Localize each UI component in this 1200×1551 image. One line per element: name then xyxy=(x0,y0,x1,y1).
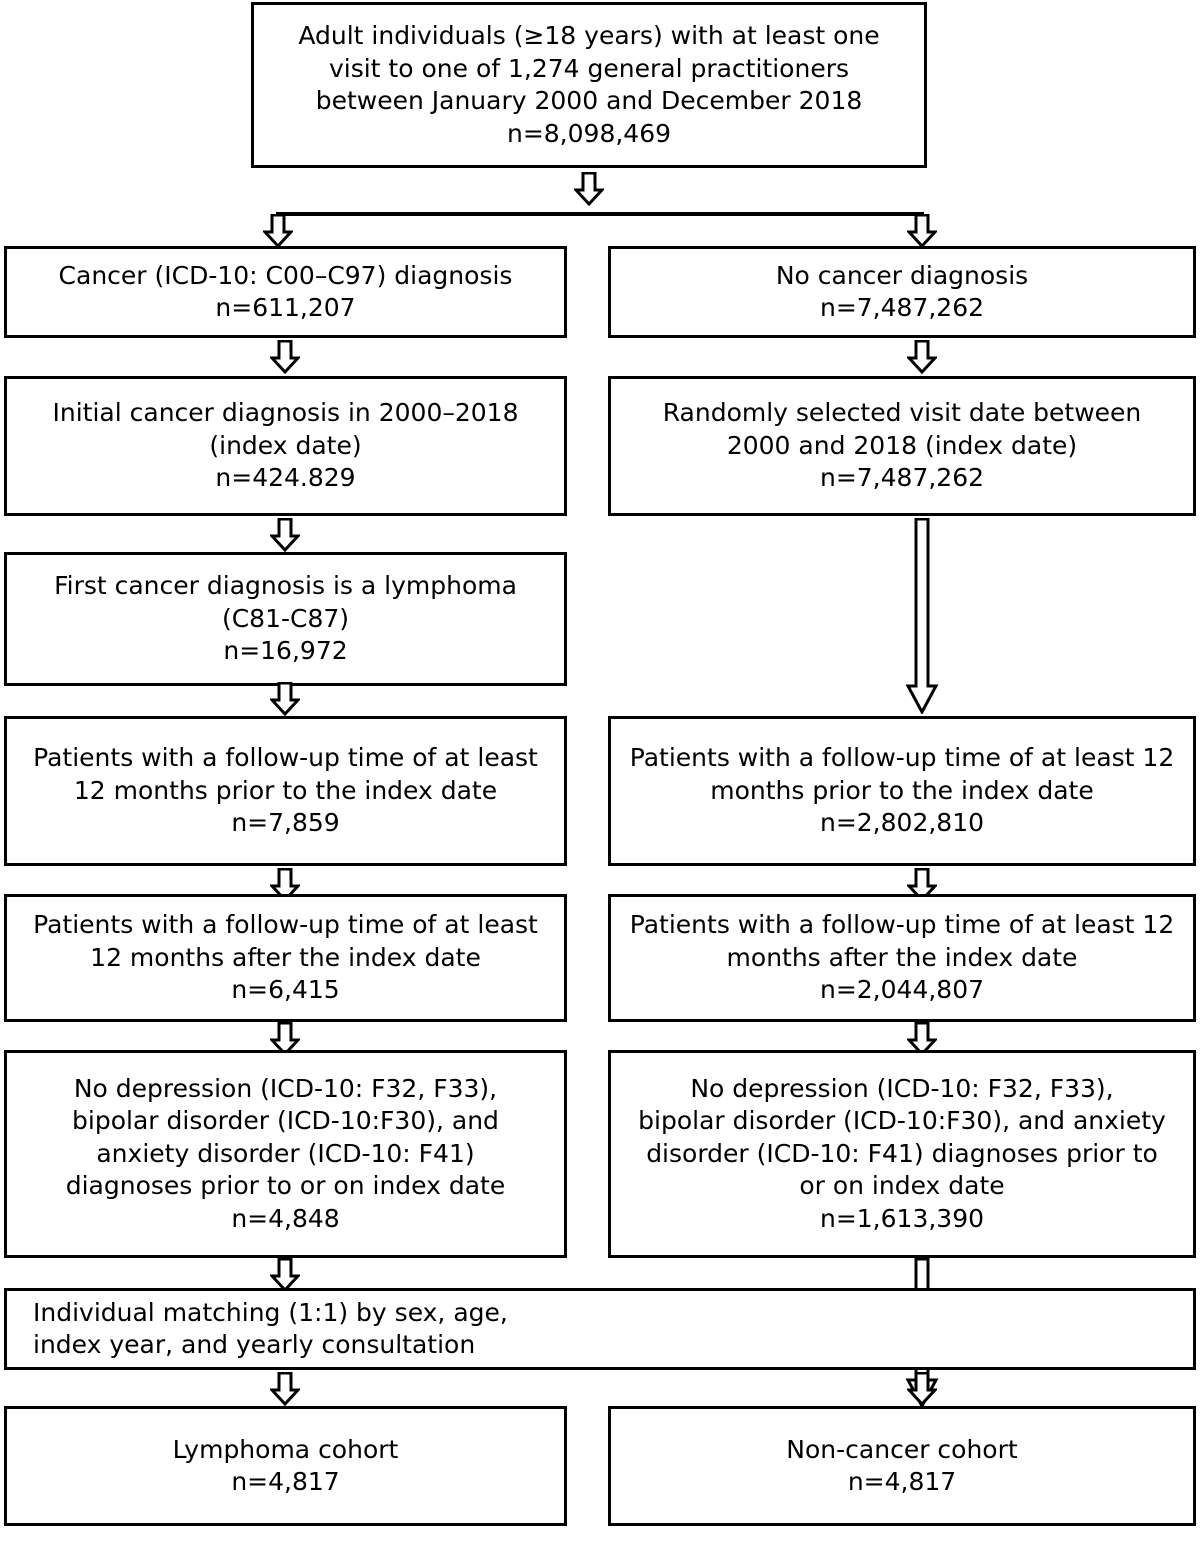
box-no-cancer-diagnosis xyxy=(608,246,1196,338)
box-followup-after-noncancer-line-3: n=2,044,807 xyxy=(819,975,985,1005)
box-no-cancer-diagnosis-line-2: n=7,487,262 xyxy=(819,293,985,322)
box-individual-matching xyxy=(4,1288,1196,1370)
box-no-psych-diagnoses-lymphoma-line-2: bipolar disorder (ICD-10:F30), and xyxy=(72,1106,499,1136)
box-no-psych-diagnoses-lymphoma-line-5: n=4,848 xyxy=(231,1203,340,1233)
box-no-psych-diagnoses-noncancer-line-5: n=1,613,390 xyxy=(819,1203,985,1233)
box-followup-prior-noncancer xyxy=(608,716,1196,866)
box-random-visit-date-line-2: 2000 and 2018 (index date) xyxy=(726,430,1078,460)
arrow-split-right xyxy=(907,214,937,248)
box-individual-matching-line-2: index year, and yearly consultation xyxy=(33,1330,476,1359)
box-followup-prior-lymphoma-line-3: n=7,859 xyxy=(231,808,340,838)
box-lymphoma-cohort xyxy=(4,1406,567,1526)
box-followup-prior-noncancer-line-1: Patients with a follow-up time of at least 12 xyxy=(629,743,1175,773)
box-no-psych-diagnoses-noncancer-line-2: bipolar disorder (ICD-10:F30), and anxiety xyxy=(638,1106,1166,1136)
box-no-psych-diagnoses-lymphoma-line-4: diagnoses prior to or on index date xyxy=(65,1171,506,1201)
box-followup-after-noncancer xyxy=(608,894,1196,1022)
box-lymphoma-cohort-line-2: n=4,817 xyxy=(231,1467,340,1496)
box-top-line-2: visit to one of 1,274 general practitioners xyxy=(328,53,850,83)
box-cancer-diagnosis-line-1: Cancer (ICD-10: C00–C97) diagnosis xyxy=(58,260,513,290)
box-followup-after-lymphoma xyxy=(4,894,567,1022)
arrow-right1-right2 xyxy=(907,340,937,374)
box-no-psych-diagnoses-noncancer-line-1: No depression (ICD-10: F32, F33), xyxy=(690,1073,1114,1103)
box-noncancer-cohort xyxy=(608,1406,1196,1526)
arrow-left1-left2 xyxy=(270,340,300,374)
box-followup-after-noncancer-line-2: months after the index date xyxy=(726,942,1078,972)
box-no-psych-diagnoses-noncancer-line-3: disorder (ICD-10: F41) diagnoses prior to xyxy=(646,1138,1158,1168)
box-initial-cancer-diagnosis-line-2: (index date) xyxy=(209,430,362,460)
box-random-visit-date-line-3: n=7,487,262 xyxy=(819,463,985,493)
box-no-cancer-diagnosis-line-1: No cancer diagnosis xyxy=(775,260,1029,290)
box-followup-after-lymphoma-line-1: Patients with a follow-up time of at least xyxy=(33,910,538,940)
box-random-visit-date-line-1: Randomly selected visit date between xyxy=(662,398,1142,428)
box-followup-prior-noncancer-line-3: n=2,802,810 xyxy=(819,808,985,838)
box-first-diagnosis-lymphoma xyxy=(4,552,567,686)
box-top xyxy=(251,2,927,168)
box-initial-cancer-diagnosis xyxy=(4,376,567,516)
box-no-psych-diagnoses-lymphoma xyxy=(4,1050,567,1258)
box-no-psych-diagnoses-noncancer xyxy=(608,1050,1196,1258)
box-no-psych-diagnoses-noncancer-line-4: or on index date xyxy=(799,1171,1005,1201)
arrow-matching-right7 xyxy=(907,1372,937,1406)
box-first-diagnosis-lymphoma-line-1: First cancer diagnosis is a lymphoma xyxy=(54,571,517,601)
split-bar xyxy=(276,212,924,216)
box-followup-prior-lymphoma-line-1: Patients with a follow-up time of at least xyxy=(33,743,538,773)
box-initial-cancer-diagnosis-line-3: n=424.829 xyxy=(215,463,356,493)
arrow-right2-right4 xyxy=(905,518,939,714)
box-followup-prior-lymphoma xyxy=(4,716,567,866)
box-followup-after-noncancer-line-1: Patients with a follow-up time of at least 12 xyxy=(629,910,1175,940)
box-followup-prior-noncancer-line-2: months prior to the index date xyxy=(710,775,1094,805)
box-top-line-3: between January 2000 and December 2018 xyxy=(315,86,863,115)
box-followup-prior-lymphoma-line-2: 12 months prior to the index date xyxy=(73,775,498,805)
box-initial-cancer-diagnosis-line-1: Initial cancer diagnosis in 2000–2018 xyxy=(52,398,519,428)
box-no-psych-diagnoses-lymphoma-line-1: No depression (ICD-10: F32, F33), xyxy=(73,1073,498,1103)
arrow-split-left xyxy=(263,214,293,248)
box-no-psych-diagnoses-lymphoma-line-3: anxiety disorder (ICD-10: F41) xyxy=(96,1138,475,1168)
box-noncancer-cohort-line-1: Non-cancer cohort xyxy=(786,1434,1018,1464)
arrow-left2-left3 xyxy=(270,518,300,552)
arrow-left6-matching xyxy=(270,1258,300,1292)
box-first-diagnosis-lymphoma-line-3: n=16,972 xyxy=(223,636,348,666)
box-individual-matching-line-1: Individual matching (1:1) by sex, age, xyxy=(33,1297,508,1327)
box-cancer-diagnosis xyxy=(4,246,567,338)
box-lymphoma-cohort-line-1: Lymphoma cohort xyxy=(172,1434,399,1464)
box-followup-after-lymphoma-line-3: n=6,415 xyxy=(231,975,340,1005)
arrow-left3-left4 xyxy=(270,682,300,716)
box-noncancer-cohort-line-2: n=4,817 xyxy=(847,1467,957,1496)
box-random-visit-date xyxy=(608,376,1196,516)
box-first-diagnosis-lymphoma-line-2: (C81-C87) xyxy=(221,603,350,633)
box-followup-after-lymphoma-line-2: 12 months after the index date xyxy=(90,942,481,972)
box-top-line-1: Adult individuals (≥18 years) with at least one xyxy=(298,21,880,50)
arrow-matching-left7 xyxy=(270,1372,300,1406)
box-top-line-4: n=8,098,469 xyxy=(506,118,672,148)
box-cancer-diagnosis-line-2: n=611,207 xyxy=(215,293,356,322)
arrow-top-split xyxy=(574,172,604,206)
